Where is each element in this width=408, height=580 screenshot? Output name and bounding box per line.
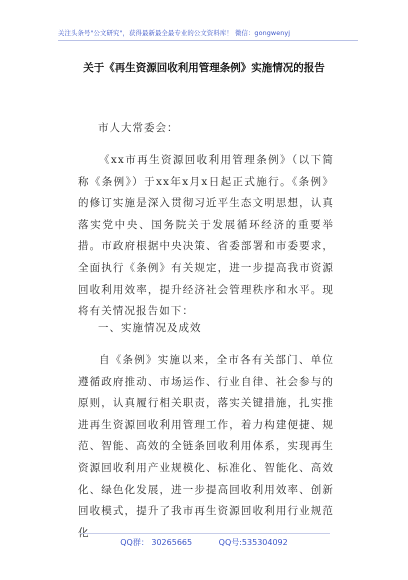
document-title: 关于《再生资源回收利用管理条例》实施情况的报告	[83, 62, 325, 74]
header-banner: 关注头条号"公文研究"，获得最新最全最专业的公文资料库！ 微信：gongwenyj	[58, 29, 291, 37]
paragraph-intro: 《xx市再生资源回收利用管理条例》（以下简称《条例》）于xx年x月x日起正式施行。《条例》的修订实施是深入贯彻习近平生态文明思想，认真落实党中央、国务院关于发展循环经济的重要举措。市政府根据中央决策、省委部署和市委要求，全面执行《条例》有关规定，进一步提高我市资源回收利用效率，提升经济社会管理秩序和水平。现将有关情况报告如下：	[78, 154, 334, 318]
footer-qq-number: QQ号:535304092	[218, 538, 288, 547]
header-divider	[58, 40, 358, 41]
footer-divider	[80, 533, 330, 534]
salutation: 市人大常委会：	[98, 122, 179, 134]
footer	[0, 537, 408, 548]
section-heading: 一、实施情况及成效	[98, 322, 202, 334]
paragraph-implementation: 自《条例》实施以来，全市各有关部门、单位遵循政府推动、市场运作、行业自律、社会参与的原则，认真履行相关职责，落实关键措施，扎实推进再生资源回收利用管理工作，着力构建便捷、规范、智能、高效的全链条回收利用体系，实现再生资源回收利用产业规模化、标准化、智能化、高效化、绿色化发展，进一步提高回收利用效率、创新回收模式，提升了我市再生资源回收利用行业规范化	[78, 354, 334, 539]
footer-qq-group: QQ群： 30265665	[120, 538, 193, 547]
